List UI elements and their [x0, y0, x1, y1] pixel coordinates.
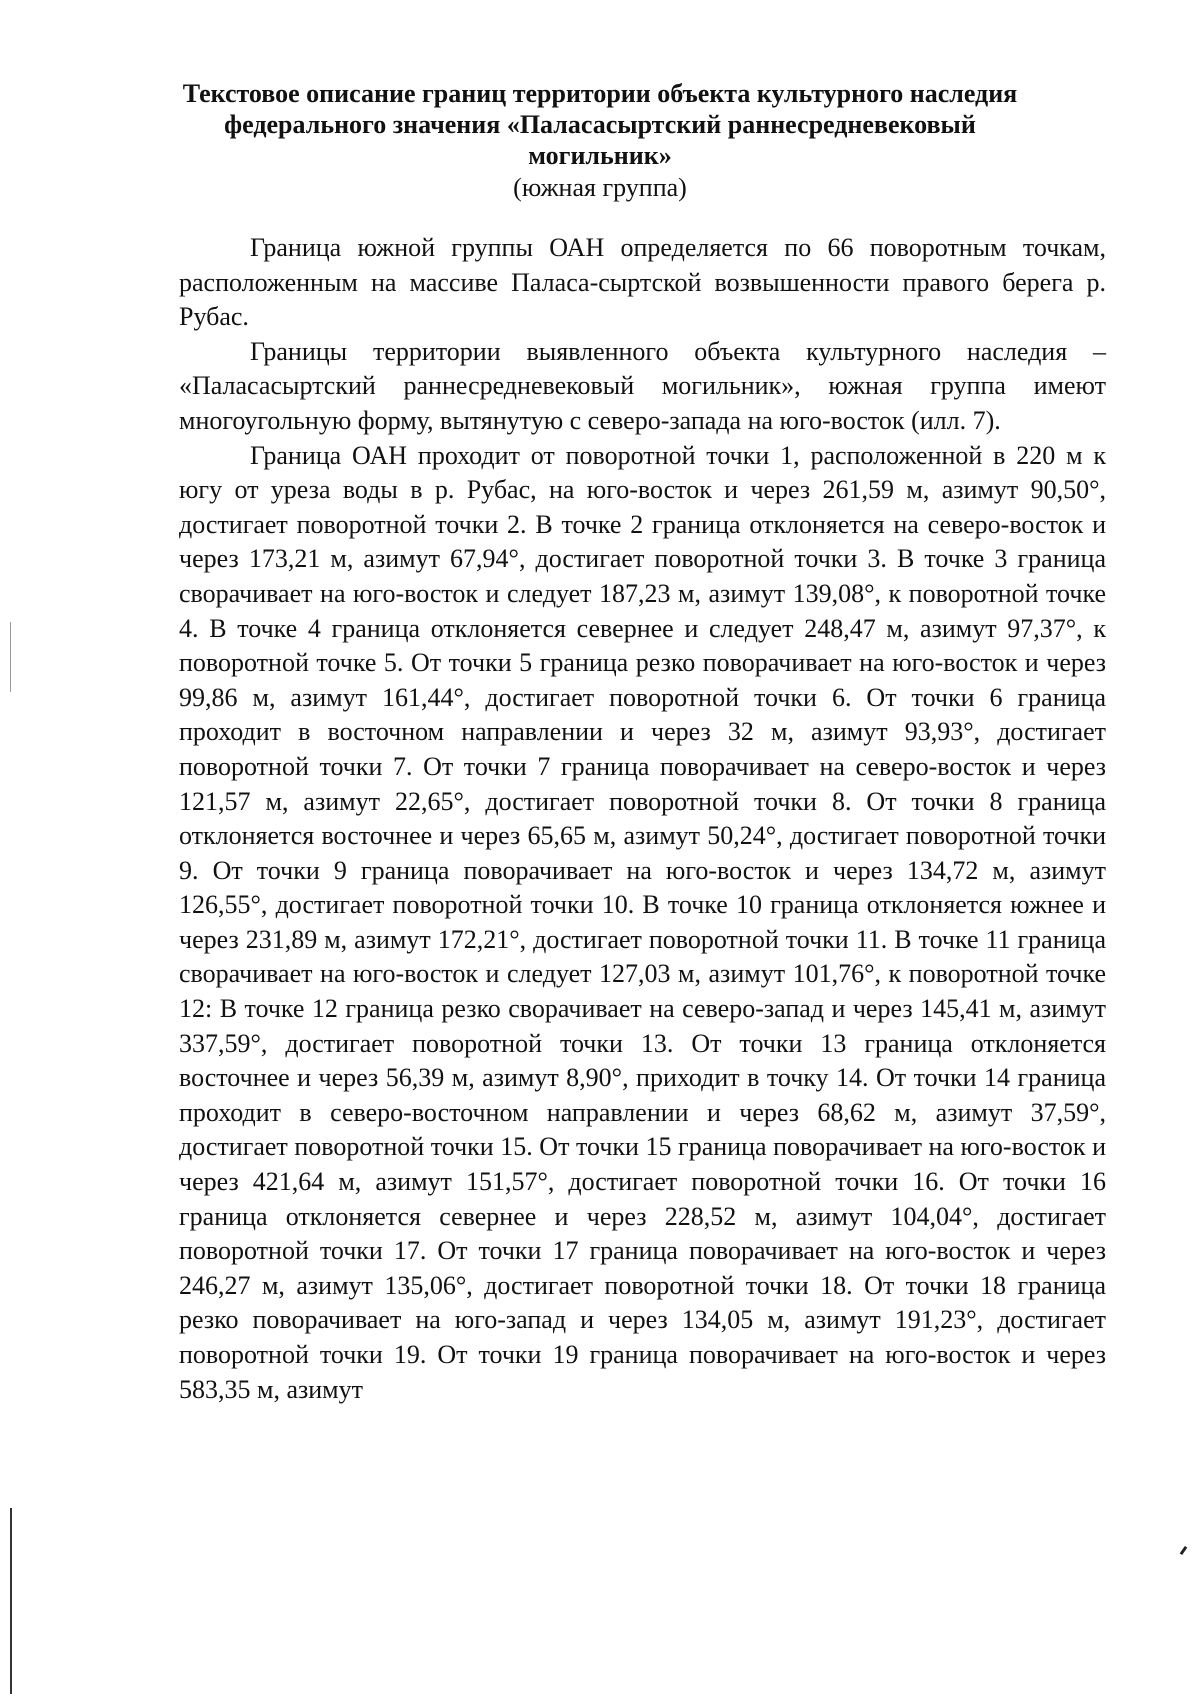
paragraph-intro: Граница южной группы ОАН определяется по 66 поворотным точкам, расположенным на массиве Паласа-сыртской возвышенности правого берега р. Рубас.	[179, 233, 1106, 332]
document-title-line-1: Текстовое описание границ территории объекта культурного наследия	[182, 79, 1018, 108]
document-title-line-3: могильник»	[528, 141, 672, 170]
scan-speck	[1180, 1546, 1188, 1555]
scan-edge-line	[10, 1508, 12, 1694]
document-body	[179, 231, 1106, 1407]
document-subtitle: (южная группа)	[513, 173, 687, 202]
document-title-block	[120, 78, 1080, 205]
paragraph-boundary-description: Граница ОАН проходит от поворотной точки 1, расположенной в 220 м к югу от уреза воды в р. Рубас, на юго-восток и через 261,59 м, азимут 90,50°, достигает поворотной точки 2. В точке 2 граница отклоняется на северо-восток и через 173,21 м, азимут 67,94°, достигает поворотной точки 3. В точке 3 граница сворачивает на юго-восток и следует 187,23 м, азимут 139,08°, к поворотной точке 4. В точке 4 граница отклоняется севернее и следует 248,47 м, азимут 97,37°, к поворотной точке 5. От точки 5 граница резко поворачивает на юго-восток и через 99,86 м, азимут 161,44°, достигает поворотной точки 6. От точки 6 граница проходит в восточном направлении и через 32 м, азимут 93,93°, достигает поворотной точки 7. От точки 7 граница поворачивает на северо-восток и через 121,57 м, азимут 22,65°, достигает поворотной точки 8. От точки 8 граница отклоняется восточнее и через 65,65 м, азимут 50,24°, достигает поворотной точки 9. От точки 9 граница поворачивает на юго-восток и через 134,72 м, азимут 126,55°, достигает поворотной точки 10. В точке 10 граница отклоняется южнее и через 231,89 м, азимут 172,21°, достигает поворотной точки 11. В точке 11 граница сворачивает на юго-восток и следует 127,03 м, азимут 101,76°, к поворотной точке 12: В точке 12 граница резко сворачивает на северо-запад и через 145,41 м, азимут 337,59°, достигает поворотной точки 13. От точки 13 граница отклоняется восточнее и через 56,39 м, азимут 8,90°, приходит в точку 14. От точки 14 граница проходит в северо-восточном направлении и через 68,62 м, азимут 37,59°, достигает поворотной точки 15. От точки 15 граница поворачивает на юго-восток и через 421,64 м, азимут 151,57°, достигает поворотной точки 16. От точки 16 граница отклоняется севернее и через 228,52 м, азимут 104,04°, достигает поворотной точки 17. От точки 17 граница поворачивает на юго-восток и через 246,27 м, азимут 135,06°, достигает поворотной точки 18. От точки 18 граница резко поворачивает на юго-запад и через 134,05 м, азимут 191,23°, достигает поворотной точки 19. От точки 19 граница поворачивает на юго-восток и через 583,35 м, азимут	[179, 440, 1106, 1404]
paragraph-shape: Границы территории выявленного объекта культурного наследия – «Паласасыртский раннесредневековый могильник», южная группа имеют многоугольную форму, вытянутую с северо-запада на юго-восток (илл. 7).	[179, 336, 1106, 435]
scan-edge-mark	[10, 622, 11, 692]
document-title-line-2: федерального значения «Паласасыртский раннесредневековый	[224, 110, 976, 139]
